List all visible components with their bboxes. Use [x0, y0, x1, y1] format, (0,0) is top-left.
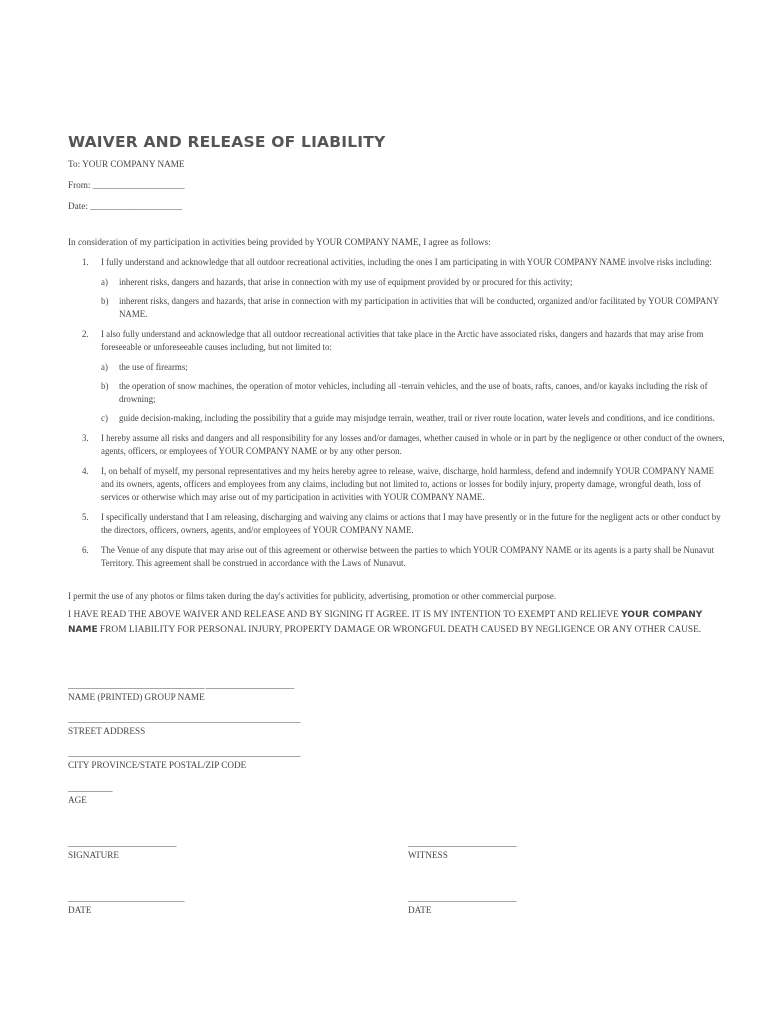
clause-list: [68, 256, 728, 577]
sub-clause-letter: c): [101, 413, 108, 423]
sub-clause-text: the use of firearms;: [119, 362, 188, 372]
sub-clause-list: [101, 276, 728, 321]
clause-number: 5.: [82, 512, 89, 522]
sub-clause: [101, 276, 728, 289]
sub-clause: [101, 412, 728, 425]
clause-number: 3.: [82, 433, 89, 443]
witness-field[interactable]: [408, 838, 553, 862]
clause-text: I specifically understand that I am releasing, discharging and waiving any claims or actions that I may have presently or in the future for the negligent acts or other conduct by the directors, officers, owners, agents, and/or employees of YOUR COMPANY NAME.: [101, 512, 721, 535]
clause-text: I also fully understand and acknowledge that all outdoor recreational activities that take place in the Arctic have associated risks, dangers and hazards that may arise from foreseeable or unforeseeable causes including, but not limited to:: [101, 329, 704, 352]
signature-line[interactable]: ___________________________: [68, 838, 176, 848]
sub-clause: [101, 380, 728, 406]
clause-number: 4.: [82, 466, 89, 476]
to-line: To: YOUR COMPANY NAME: [68, 159, 185, 169]
signature-date-line[interactable]: _____________________________: [68, 893, 184, 903]
clause-number: 2.: [82, 329, 89, 339]
age-signature-line[interactable]: ___________: [68, 783, 112, 793]
clause-number: 1.: [82, 257, 89, 267]
witness-date-line[interactable]: ___________________________: [408, 893, 516, 903]
street-label: STREET ADDRESS: [68, 726, 146, 736]
street-signature-line[interactable]: __________________________________________________________: [68, 714, 300, 724]
witness-date-label: DATE: [408, 905, 432, 915]
clause-text: I hereby assume all risks and dangers and all responsibility for any losses and/or damages, whether caused in whole or in part by the negligence or other conduct of the owners, agents, officers, or employees of YOUR COMPANY NAME or by any other person.: [101, 433, 725, 456]
ack-company-name: YOUR COMPANY NAME: [68, 610, 703, 635]
signature-field[interactable]: [68, 838, 213, 862]
clause-text: I, on behalf of myself, my personal representatives and my heirs hereby agree to release, waive, discharge, hold harmless, defend and indemnify YOUR COMPANY NAME and its owners, agents, officers and employees from any claims, including but not limited to, actions or losses for bodily injury, property damage, wrongful death, loss of services or otherwise which may arise out of my participation in activities with YOUR COMPANY NAME.: [101, 466, 715, 502]
sub-clause-text: the operation of snow machines, the operation of motor vehicles, including all -terrain vehicles, and the use of boats, rafts, canoes, and/or kayaks including the risk of drowning;: [119, 381, 708, 404]
ack-text-end: FROM LIABILITY FOR PERSONAL INJURY, PROPERTY DAMAGE OR WRONGFUL DEATH CAUSED BY NEGLIGENCE OR ANY OTHER CAUSE.: [97, 625, 702, 635]
witness-label: WITNESS: [408, 850, 448, 860]
witness-date-field[interactable]: [408, 893, 553, 917]
age-field[interactable]: [68, 783, 148, 807]
clause-3: [68, 432, 728, 458]
sub-clause-letter: b): [101, 381, 109, 391]
city-label: CITY PROVINCE/STATE POSTAL/ZIP CODE: [68, 760, 247, 770]
signature-date-field[interactable]: [68, 893, 225, 917]
permit-paragraph: I permit the use of any photos or films taken during the day's activities for publicity, advertising, promotion or other commercial purpose.: [68, 591, 557, 601]
sub-clause-list: [101, 361, 728, 425]
clause-number: 6.: [82, 545, 89, 555]
clause-2: [68, 328, 728, 425]
intro-paragraph: In consideration of my participation in activities being provided by YOUR COMPANY NAME, I agree as follows:: [68, 237, 491, 247]
city-field[interactable]: [68, 748, 390, 772]
sub-clause-letter: a): [101, 362, 108, 372]
street-field[interactable]: [68, 714, 390, 738]
from-line: From: ____________________: [68, 180, 185, 190]
acknowledgement-paragraph: [68, 608, 728, 638]
clause-5: [68, 511, 728, 537]
city-signature-line[interactable]: __________________________________________________________: [68, 748, 300, 758]
age-label: AGE: [68, 795, 87, 805]
name-field[interactable]: [68, 680, 373, 704]
witness-line[interactable]: ___________________________: [408, 838, 516, 848]
ack-text-start: I HAVE READ THE ABOVE WAIVER AND RELEASE AND BY SIGNING IT AGREE. IT IS MY INTENTION TO EXEMPT AND RELIEVE: [68, 610, 622, 620]
document-title: WAIVER AND RELEASE OF LIABILITY: [68, 133, 386, 151]
sub-clause-text: inherent risks, dangers and hazards, that arise in connection with my participation in activities that will be conducted, organized and/or facilitated by YOUR COMPANY NAME.: [119, 296, 719, 319]
sub-clause-text: inherent risks, dangers and hazards, that arise in connection with my use of equipment provided by or procured for this activity;: [119, 277, 573, 287]
sub-clause-text: guide decision-making, including the possibility that a guide may misjudge terrain, weather, trail or river route location, water levels and conditions, and ice conditions.: [119, 413, 715, 423]
signature-date-label: DATE: [68, 905, 92, 915]
clause-6: [68, 544, 728, 570]
clause-text: The Venue of any dispute that may arise out of this agreement or otherwise between the parties to which YOUR COMPANY NAME or its agents is a party shall be Nunavut Territory. This agreement shall be construed in accordance with the Laws of Nunavut.: [101, 545, 715, 568]
clause-4: [68, 465, 728, 504]
sub-clause: [101, 295, 728, 321]
date-line: Date: ____________________: [68, 201, 183, 211]
clause-1: [68, 256, 728, 321]
sub-clause: [101, 361, 728, 374]
clause-text: I fully understand and acknowledge that all outdoor recreational activities, including the ones I am participating in with YOUR COMPANY NAME involve risks including:: [101, 257, 712, 267]
sub-clause-letter: b): [101, 296, 109, 306]
name-signature-line[interactable]: __________________________________ ______________________: [68, 680, 294, 690]
signature-label: SIGNATURE: [68, 850, 120, 860]
sub-clause-letter: a): [101, 277, 108, 287]
name-label: NAME (PRINTED) GROUP NAME: [68, 692, 205, 702]
